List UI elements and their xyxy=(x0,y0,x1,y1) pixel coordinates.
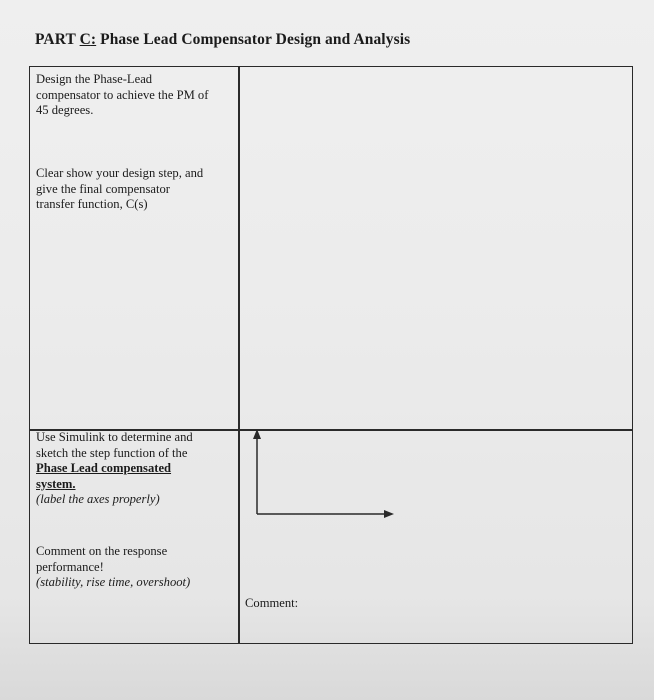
comment-line-1: Comment on the response xyxy=(36,544,168,558)
page-title xyxy=(35,31,410,49)
sim-line-2: sketch the step function of the xyxy=(36,445,188,460)
sim-line-1: Use Simulink to determine and xyxy=(36,430,193,444)
column-divider xyxy=(238,66,240,644)
x-axis-arrow-icon xyxy=(384,510,394,518)
comment-hint: (stability, rise time, overshoot) xyxy=(36,575,191,589)
comment-instructions xyxy=(36,544,190,591)
title-letter: C xyxy=(79,31,91,48)
y-axis-arrow-icon xyxy=(253,429,261,439)
step-line-1: Clear show your design step, and xyxy=(36,166,204,180)
comment-label: Comment: xyxy=(245,596,299,610)
design-line-3: 45 degrees. xyxy=(36,103,94,117)
design-instructions xyxy=(36,72,208,119)
step-line-3: transfer function, C(s) xyxy=(36,197,148,211)
design-line-2: compensator to achieve the PM of xyxy=(36,87,209,102)
design-step-instructions xyxy=(36,166,203,213)
sim-hint: (label the axes properly) xyxy=(36,492,160,506)
title-colon: : xyxy=(90,31,97,48)
axes-sketch xyxy=(246,428,406,528)
comment-line-2: performance! xyxy=(36,559,104,574)
sim-bold-line-1: Phase Lead compensated xyxy=(36,461,172,475)
sim-bold-line-2: system. xyxy=(36,476,76,491)
step-line-2: give the final compensator xyxy=(36,181,170,196)
design-line-1: Design the Phase-Lead xyxy=(36,72,153,86)
simulink-instructions xyxy=(36,430,193,508)
title-part: PART xyxy=(35,31,76,48)
title-rest: Phase Lead Compensator Design and Analysis xyxy=(96,31,411,48)
